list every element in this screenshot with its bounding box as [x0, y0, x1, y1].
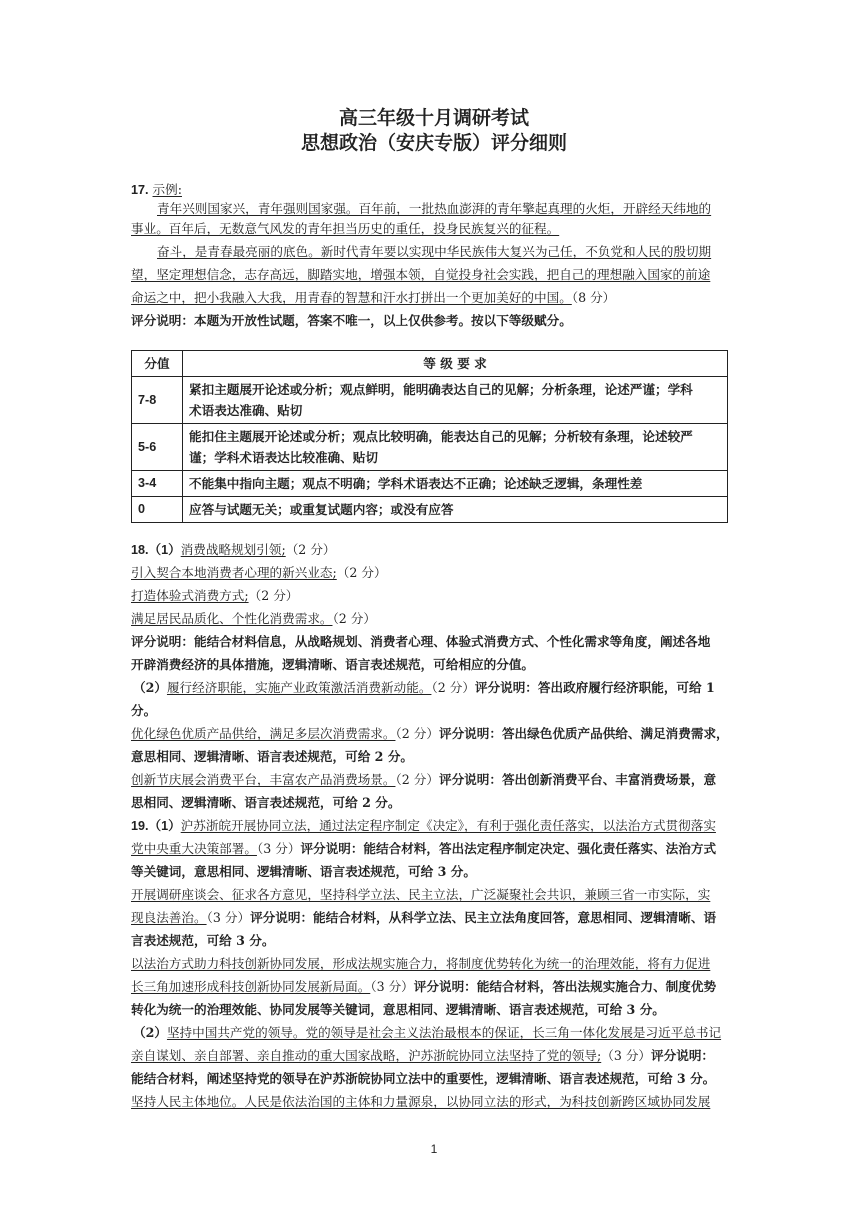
q17-header — [131, 180, 182, 200]
q18-answer-2: 引入契合本地消费者心理的新兴业态;（2 分） — [131, 565, 387, 580]
grade-requirement: 应答与试题无关；或重复试题内容；或没有应答 — [183, 497, 728, 523]
grade-requirement: 紧扣主题展开论述或分析；观点鲜明，能明确表达自己的见解；分析条理，论述严谨；学科 术语表达准确、贴切 — [183, 377, 728, 424]
q18-part2-note-3b: 思相同、逻辑清晰、语言表述规范，可给 2 分。 — [131, 795, 401, 810]
q17-p2-line2: 望，坚定理想信念，志存高远，脚踏实地，增强本领，自觉投身社会实践，把自己的理想融入国家的前途 — [131, 267, 711, 282]
q17-label: 示例: — [152, 182, 182, 197]
q19-part2-answer-2: 坚持人民主体地位。人民是依法治国的主体和力量源泉，以协同立法的形式，为科技创新跨区域协同发展 — [131, 1094, 711, 1109]
q18-part2-answer-3: 创新节庆展会消费平台，丰富农产品消费场景。（2 分）评分说明：答出创新消费平台、丰富消费场景，意 — [131, 772, 717, 787]
q17-score: （8 分） — [571, 290, 616, 305]
q19-note-1b: 等关键词，意思相同、逻辑清晰、语言表述规范，可给 3 分。 — [131, 864, 476, 879]
grade-table — [131, 350, 728, 523]
q18-answer-3: 打造体验式消费方式;（2 分） — [131, 588, 299, 603]
q19-answer-1: 19.（1）沪苏浙皖开展协同立法，通过法定程序制定《决定》，有利于强化责任落实，以法治方式贯彻落实 — [131, 818, 716, 833]
page-title: 高三年级十月调研考试 — [338, 107, 529, 129]
q18-answer-4: 满足居民品质化、个性化消费需求。（2 分） — [131, 611, 376, 626]
q19-number: 19.（1） — [131, 819, 181, 833]
q19-part2-note-1b: 能结合材料，阐述坚持党的领导在沪苏浙皖协同立法中的重要性，逻辑清晰、语言表述规范，可给 3 分。 — [131, 1071, 716, 1086]
q17-p1-line2: 事业。百年后，无数意气风发的青年担当历史的重任，投身民族复兴的征程。 — [131, 221, 560, 236]
grade-score: 7-8 — [132, 377, 183, 424]
page-subtitle: 思想政治（安庆专版）评分细则 — [300, 132, 567, 154]
q18-answer-1: 18.（1）消费战略规划引领;（2 分） — [131, 542, 336, 557]
grade-header-requirements: 等 级 要 求 — [183, 351, 728, 377]
q19-answer-2b: 现良法善治。（3 分）评分说明：能结合材料，从科学立法、民主立法角度回答，意思相同、逻辑清晰、语 — [131, 910, 717, 925]
grade-score: 3-4 — [132, 471, 183, 497]
q18-part2-note-1b: 分。 — [131, 703, 157, 718]
grade-requirement: 能扣住主题展开论述或分析；观点比较明确，能表达自己的见解；分析较有条理，论述较严 谨；学科术语表达比较准确、贴切 — [183, 424, 728, 471]
q17-p2-line3: 命运之中，把小我融入大我，用青春的智慧和汗水打拼出一个更加美好的中国。（8 分） — [131, 290, 616, 305]
q19-note-2b: 言表述规范，可给 3 分。 — [131, 933, 275, 948]
q19-note-3b: 转化为统一的治理效能、协同发展等关键词，意思相同、逻辑清晰、语言表述规范，可给 3 分。 — [131, 1002, 665, 1017]
q19-answer-1b: 党中央重大决策部署。（3 分）评分说明：能结合材料，答出法定程序制定决定、强化责任落实、法治方式 — [131, 841, 717, 856]
q18-scoring-note-2: 开辟消费经济的具体措施，逻辑清晰、语言表述规范，可给相应的分值。 — [131, 657, 534, 672]
q17-number: 17. — [131, 183, 149, 197]
grade-table-header — [132, 351, 728, 377]
grade-requirement: 不能集中指向主题；观点不明确；学科术语表达不正确；论述缺乏逻辑，条理性差 — [183, 471, 728, 497]
q18-number: 18.（1） — [131, 543, 181, 557]
q19-answer-3: 以法治方式助力科技创新协同发展，形成法规实施合力，将制度优势转化为统一的治理效能，将有力促进 — [131, 956, 711, 971]
q17-scoring-note: 评分说明：本题为开放性试题，答案不唯一，以上仅供参考。按以下等级赋分。 — [131, 313, 572, 328]
grade-row — [132, 497, 728, 523]
q19-part2-answer-1b: 亲自谋划、亲自部署、亲自推动的重大国家战略，沪苏浙皖协同立法坚持了党的领导;（3 分）评分说明： — [131, 1048, 714, 1063]
q18-part2-note-2b: 意思相同、逻辑清晰、语言表述规范，可给 2 分。 — [131, 749, 414, 764]
q18-scoring-note-1: 评分说明：能结合材料信息，从战略规划、消费者心理、体验式消费方式、个性化需求等角度，阐述各地 — [131, 634, 711, 649]
grade-row — [132, 471, 728, 497]
grade-score: 5-6 — [132, 424, 183, 471]
q18-part2-answer-2: 优化绿色优质产品供给，满足多层次消费需求。（2 分）评分说明：答出绿色优质产品供给、满足消费需求， — [131, 726, 729, 741]
q17-p1-line1: 青年兴则国家兴，青年强则国家强。百年前，一批热血澎湃的青年擎起真理的火炬，开辟经天纬地的 — [157, 201, 712, 216]
grade-row — [132, 424, 728, 471]
q19-answer-3b: 长三角加速形成科技创新协同发展新局面。（3 分）评分说明：能结合材料，答出法规实施合力、制度优势 — [131, 979, 717, 994]
grade-row — [132, 377, 728, 424]
q19-answer-2: 开展调研座谈会、征求各方意见，坚持科学立法、民主立法，广泛凝聚社会共识，兼顾三省一市实际，实 — [131, 887, 711, 902]
q18-part2-answer-1: （2）履行经济职能，实施产业政策激活消费新动能。（2 分）评分说明：答出政府履行经济职能，可给 1 — [133, 680, 715, 695]
page-number: 1 — [430, 1142, 438, 1156]
grade-score: 0 — [132, 497, 183, 523]
grade-header-score: 分值 — [132, 351, 183, 377]
q17-p2-line1: 奋斗，是青春最亮丽的底色。新时代青年要以实现中华民族伟大复兴为己任，不负党和人民的殷切期 — [157, 244, 712, 259]
q19-part2-answer-1: （2）坚持中国共产党的领导。党的领导是社会主义法治最根本的保证，长三角一体化发展是习近平总书记 — [133, 1025, 722, 1040]
